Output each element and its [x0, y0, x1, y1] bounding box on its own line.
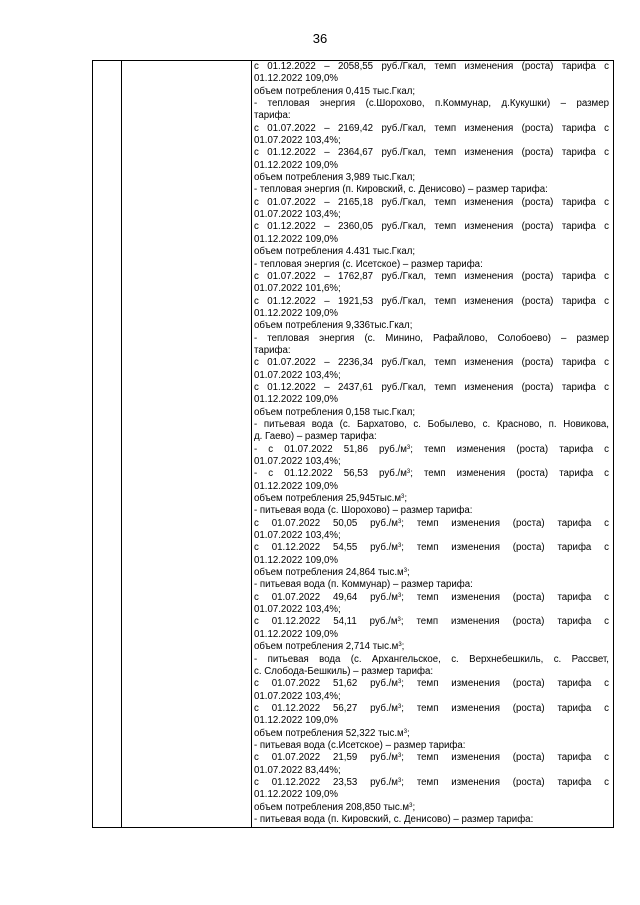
text-line: объем потребления 4.431 тыс.Гкал; [254, 246, 416, 258]
text-line: - тепловая энергия (с. Исетское) – размер тарифа: [254, 258, 483, 270]
text-line: с 01.12.2022 – 2360,05 руб./Гкал, темп изменения (роста) тарифа с [254, 221, 609, 233]
text-line: с 01.12.2022 – 1921,53 руб./Гкал, темп изменения (роста) тарифа с [254, 295, 609, 307]
text-line: с 01.12.2022 54,11 $руб./м^3$; темп изменения (роста) тарифа с [254, 616, 609, 628]
text-line: с 01.07.2022 21,59 $руб./м^3$; темп изменения (роста) тарифа с [254, 752, 609, 764]
text-line: 01.07.2022 103,4%; [254, 690, 341, 702]
text-line: с 01.07.2022 49,64 $руб./м^3$; темп изменения (роста) тарифа с [254, 591, 609, 603]
text-line: 01.12.2022 109,0% [254, 480, 339, 492]
text-line: 01.07.2022 103,4%; [254, 369, 341, 381]
text-line: 01.12.2022 109,0% [254, 159, 339, 171]
text-line: - питьевая вода (с. Бархатово, с. Бобылево, с. Красново, п. Новикова, [254, 418, 609, 430]
text-line: 01.07.2022 101,6%; [254, 283, 341, 295]
text-line: объем потребления 0,415 тыс.Гкал; [254, 85, 416, 97]
text-line: 01.07.2022 103,4%; [254, 135, 341, 147]
text-line: 01.07.2022 103,4%; [254, 209, 341, 221]
table-column-description [121, 61, 252, 827]
text-line: объем потребления 9,336тыс.Гкал; [254, 320, 413, 332]
text-line: с 01.12.2022 – 2364,67 руб./Гкал, темп изменения (роста) тарифа с [254, 147, 609, 159]
text-line: с 01.12.2022 23,53 $руб./м^3$; темп изменения (роста) тарифа с [254, 776, 609, 788]
text-line: 01.12.2022 109,0% [254, 394, 339, 406]
text-line: 01.12.2022 109,0% [254, 307, 339, 319]
text-line: - питьевая вода (с.Исетское) – размер тарифа: [254, 739, 466, 751]
table-column-number [93, 61, 122, 827]
text-line: - тепловая энергия (с.Шорохово, п.Коммунар, д.Кукушки) – размер [254, 98, 609, 110]
text-line: тарифа: [254, 110, 291, 122]
text-line: объем потребления 0,158 тыс.Гкал; [254, 406, 416, 418]
text-line: - питьевая вода (с. Архангельское, с. Верхнебешкиль, с. Рассвет, [254, 653, 609, 665]
document-table [92, 60, 614, 828]
text-line: с 01.12.2022 56,27 $руб./м^3$; темп изменения (роста) тарифа с [254, 702, 609, 714]
text-line: объем потребления 52,322 $тыс.м^3$; [254, 727, 410, 739]
text-line: 01.12.2022 109,0% [254, 554, 339, 566]
text-line: - с 01.07.2022 51,86 $руб./м^3$; темп изменения (роста) тарифа с [254, 443, 609, 455]
text-line: объем потребления 2,714 $тыс.м^3$; [254, 641, 405, 653]
text-line: объем потребления 24,864 $тыс.м^3$; [254, 567, 410, 579]
text-line: - питьевая вода (с. Шорохово) – размер тарифа: [254, 505, 473, 517]
text-line: с. Слобода-Бешкиль) – размер тарифа: [254, 665, 434, 677]
text-line: с 01.07.2022 – 2236,34 руб./Гкал, темп изменения (роста) тарифа с [254, 357, 609, 369]
text-line: тарифа: [254, 344, 291, 356]
text-line: - с 01.12.2022 56,53 $руб./м^3$; темп изменения (роста) тарифа с [254, 468, 609, 480]
text-line: с 01.07.2022 – 2165,18 руб./Гкал, темп изменения (роста) тарифа с [254, 196, 609, 208]
text-line: объем потребления $25,945тыс.м^3$; [254, 493, 408, 505]
text-line: 01.12.2022 109,0% [254, 715, 339, 727]
text-line: 01.07.2022 103,4%; [254, 456, 341, 467]
text-line: 01.12.2022 109,0% [254, 628, 339, 640]
text-line: - тепловая энергия (с. Минино, Рафайлово, Солобоево) – размер [254, 332, 609, 344]
text-line: с 01.12.2022 – 2437,61 руб./Гкал, темп изменения (роста) тарифа с [254, 381, 609, 393]
text-line: с 01.07.2022 51,62 $руб./м^3$; темп изменения (роста) тарифа с [254, 678, 609, 690]
text-line: с 01.07.2022 – 1762,87 руб./Гкал, темп изменения (роста) тарифа с [254, 270, 609, 282]
text-line: с 01.12.2022 – 2058,55 руб./Гкал, темп изменения (роста) тарифа с [254, 61, 609, 72]
text-line: - тепловая энергия (п. Кировский, с. Денисово) – размер тарифа: [254, 184, 548, 196]
text-line: - питьевая вода (п. Кировский, с. Денисово) – размер тарифа: [254, 813, 534, 825]
text-line: с 01.07.2022 50,05 $руб./м^3$; темп изменения (роста) тарифа с [254, 517, 609, 529]
text-line: 01.07.2022 83,44%; [254, 764, 341, 776]
text-line: 01.07.2022 103,4%; [254, 530, 341, 542]
text-line: 01.12.2022 109,0% [254, 233, 339, 245]
text-line: с 01.07.2022 – 2169,42 руб./Гкал, темп изменения (роста) тарифа с [254, 122, 609, 134]
tariff-details-cell [254, 61, 609, 827]
text-line: - питьевая вода (п. Коммунар) – размер тарифа: [254, 579, 473, 591]
page-number: 36 [312, 31, 328, 46]
text-line: объем потребления 208,850 $тыс.м^3$; [254, 801, 416, 813]
text-line: 01.12.2022 109,0% [254, 73, 339, 85]
text-line: с 01.12.2022 54,55 $руб./м^3$; темп изменения (роста) тарифа с [254, 542, 609, 554]
text-line: 01.12.2022 109,0% [254, 789, 339, 801]
text-line: 01.07.2022 103,4%; [254, 604, 341, 616]
text-line: д. Гаево) – размер тарифа: [254, 431, 377, 443]
text-line: объем потребления 3,989 тыс.Гкал; [254, 172, 416, 184]
